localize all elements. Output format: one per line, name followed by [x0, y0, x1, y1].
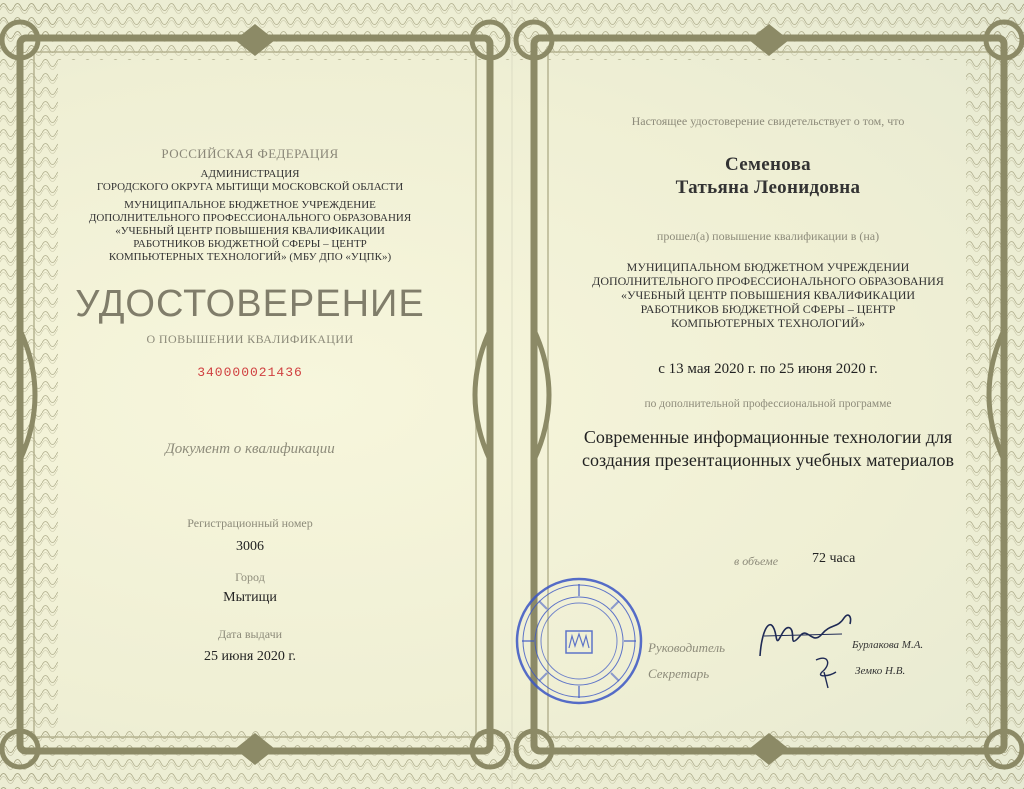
- completion-text: прошел(а) повышение квалификации в (на): [656, 229, 880, 243]
- left-page: [0, 0, 500, 789]
- admin-line-1: АДМИНИСТРАЦИЯ: [200, 168, 300, 180]
- volume-value: 72 часа: [812, 551, 856, 566]
- institution-line: КОМПЬЮТЕРНЫХ ТЕХНОЛОГИЙ»: [671, 316, 865, 330]
- institution-line: «УЧЕБНЫЙ ЦЕНТР ПОВЫШЕНИЯ КВАЛИФИКАЦИИ: [620, 288, 916, 302]
- issue-date-label: Дата выдачи: [217, 627, 283, 641]
- secretary-signature: [810, 650, 844, 690]
- program-title-line-2: создания презентационных учебных материалов: [581, 450, 955, 470]
- secretary-name: Земко Н.В.: [855, 665, 906, 677]
- right-page: [512, 0, 1024, 789]
- serial-number: 340000021436: [197, 365, 303, 380]
- volume-label: в объеме: [734, 554, 779, 568]
- holder-surname: Семенова: [725, 154, 811, 175]
- training-dates: с 13 мая 2020 г. по 25 июня 2020 г.: [658, 361, 878, 377]
- program-label: по дополнительной профессиональной программе: [644, 398, 892, 410]
- head-role: Руководитель: [648, 640, 726, 655]
- city-label: Город: [235, 570, 265, 584]
- holder-given-names: Татьяна Леонидовна: [675, 177, 861, 198]
- official-stamp: [514, 576, 644, 706]
- document-type: Документ о квалификации: [165, 441, 335, 457]
- registration-number: 3006: [236, 539, 264, 554]
- issue-date: 25 июня 2020 г.: [203, 649, 297, 664]
- admin-line-2: ГОРОДСКОГО ОКРУГА МЫТИЩИ МОСКОВСКОЙ ОБЛАСТИ: [96, 181, 404, 193]
- institution-line: РАБОТНИКОВ БЮДЖЕТНОЙ СФЕРЫ – ЦЕНТР: [133, 238, 367, 250]
- program-title-line-1: Современные информационные технологии для: [583, 427, 953, 447]
- institution-line: МУНИЦИПАЛЬНОЕ БЮДЖЕТНОЕ УЧРЕЖДЕНИЕ: [124, 199, 376, 211]
- registration-label: Регистрационный номер: [187, 516, 313, 530]
- institution-line: ДОПОЛНИТЕЛЬНОГО ПРОФЕССИОНАЛЬНОГО ОБРАЗОВАНИЯ: [88, 212, 412, 224]
- institution-line: ДОПОЛНИТЕЛЬНОГО ПРОФЕССИОНАЛЬНОГО ОБРАЗОВАНИЯ: [592, 274, 944, 288]
- secretary-role: Секретарь: [648, 666, 710, 681]
- country-name: РОССИЙСКАЯ ФЕДЕРАЦИЯ: [161, 146, 339, 161]
- institution-line: «УЧЕБНЫЙ ЦЕНТР ПОВЫШЕНИЯ КВАЛИФИКАЦИИ: [115, 225, 385, 237]
- head-name: Бурлакова М.А.: [852, 639, 924, 651]
- document-title: УДОСТОВЕРЕНИЕ: [75, 283, 425, 325]
- institution-line: РАБОТНИКОВ БЮДЖЕТНОЙ СФЕРЫ – ЦЕНТР: [640, 302, 896, 316]
- document-subtitle: О ПОВЫШЕНИИ КВАЛИФИКАЦИИ: [146, 332, 354, 346]
- city-value: Мытищи: [223, 590, 277, 605]
- institution-line: МУНИЦИПАЛЬНОМ БЮДЖЕТНОМ УЧРЕЖДЕНИИ: [626, 260, 910, 274]
- intro-text: Настоящее удостоверение свидетельствует о том, что: [631, 114, 905, 128]
- institution-line: КОМПЬЮТЕРНЫХ ТЕХНОЛОГИЙ» (МБУ ДПО «УЦПК»): [108, 251, 392, 263]
